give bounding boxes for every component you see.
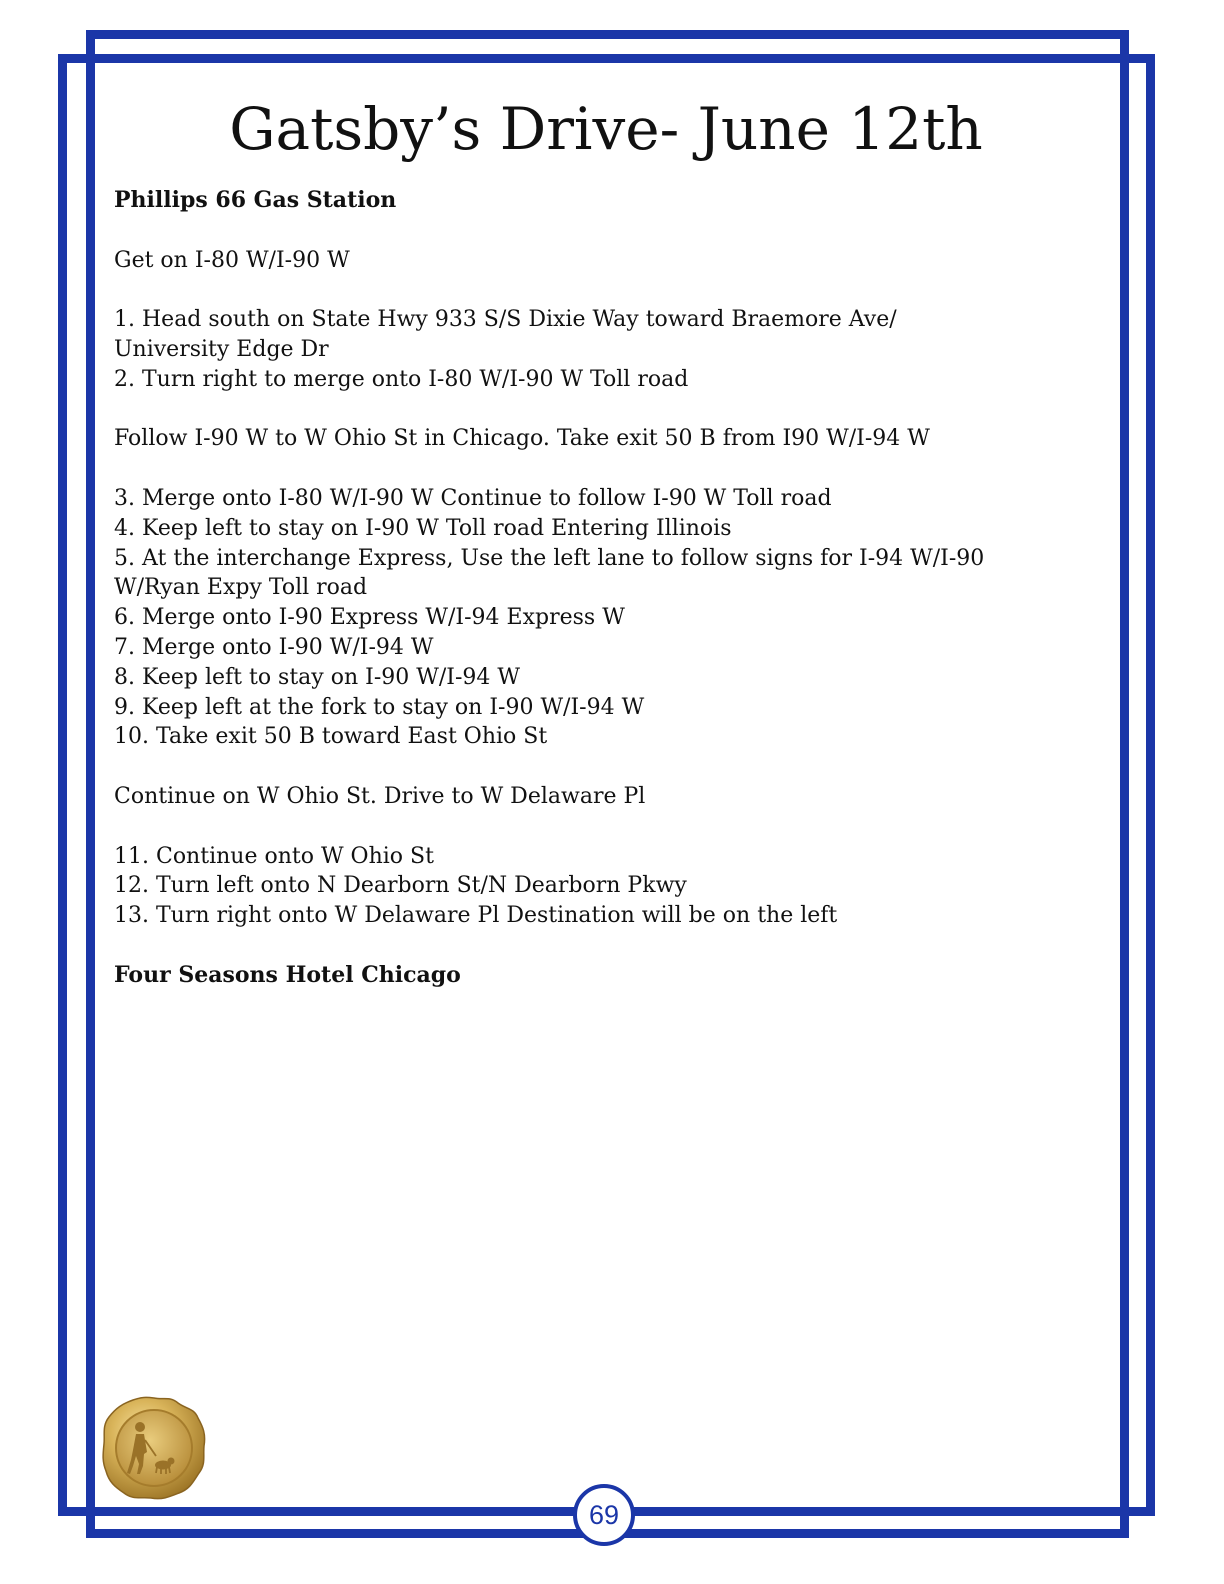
direction-step: 6. Merge onto I-90 Express W/I-94 Express W <box>114 605 625 631</box>
destination-location: Four Seasons Hotel Chicago <box>114 961 461 988</box>
direction-step: 4. Keep left to stay on I-90 W Toll road Entering Illinois <box>114 515 732 541</box>
direction-step: University Edge Dr <box>114 336 329 362</box>
spacer <box>114 275 1074 305</box>
spacer <box>114 216 1074 246</box>
directions-body <box>114 186 1074 991</box>
gold-wax-seal-icon <box>100 1394 208 1502</box>
spacer <box>114 752 1074 782</box>
spacer <box>114 931 1074 961</box>
direction-step: 9. Keep left at the fork to stay on I-90 W/I-94 W <box>114 694 645 720</box>
direction-step: 7. Merge onto I-90 W/I-94 W <box>114 634 434 660</box>
spacer <box>114 395 1074 425</box>
direction-step: 11. Continue onto W Ohio St <box>114 843 434 869</box>
direction-step: 13. Turn right onto W Delaware Pl Destination will be on the left <box>114 903 838 929</box>
section-heading-3: Continue on W Ohio St. Drive to W Delaware Pl <box>114 783 646 809</box>
start-location: Phillips 66 Gas Station <box>114 187 397 213</box>
spacer <box>114 454 1074 484</box>
direction-step: 3. Merge onto I-80 W/I-90 W Continue to follow I-90 W Toll road <box>114 485 832 511</box>
section-heading-1: Get on I-80 W/I-90 W <box>114 247 350 273</box>
direction-step: 5. At the interchange Express, Use the left lane to follow signs for I-94 W/I-90 <box>114 545 985 571</box>
direction-step: W/Ryan Expy Toll road <box>114 575 368 601</box>
direction-step: 10. Take exit 50 B toward East Ohio St <box>114 724 548 750</box>
direction-step: 12. Turn left onto N Dearborn St/N Dearborn Pkwy <box>114 873 687 899</box>
spacer <box>114 812 1074 842</box>
page-title: Gatsby’s Drive- June 12th <box>229 95 983 163</box>
section-heading-2: Follow I-90 W to W Ohio St in Chicago. Take exit 50 B from I90 W/I-94 W <box>114 426 930 452</box>
direction-step: 8. Keep left to stay on I-90 W/I-94 W <box>114 664 520 690</box>
direction-step: 1. Head south on State Hwy 933 S/S Dixie Way toward Braemore Ave/ <box>114 307 897 333</box>
direction-step: 2. Turn right to merge onto I-80 W/I-90 W Toll road <box>114 366 689 392</box>
page-number-badge: 69 <box>573 1484 635 1546</box>
